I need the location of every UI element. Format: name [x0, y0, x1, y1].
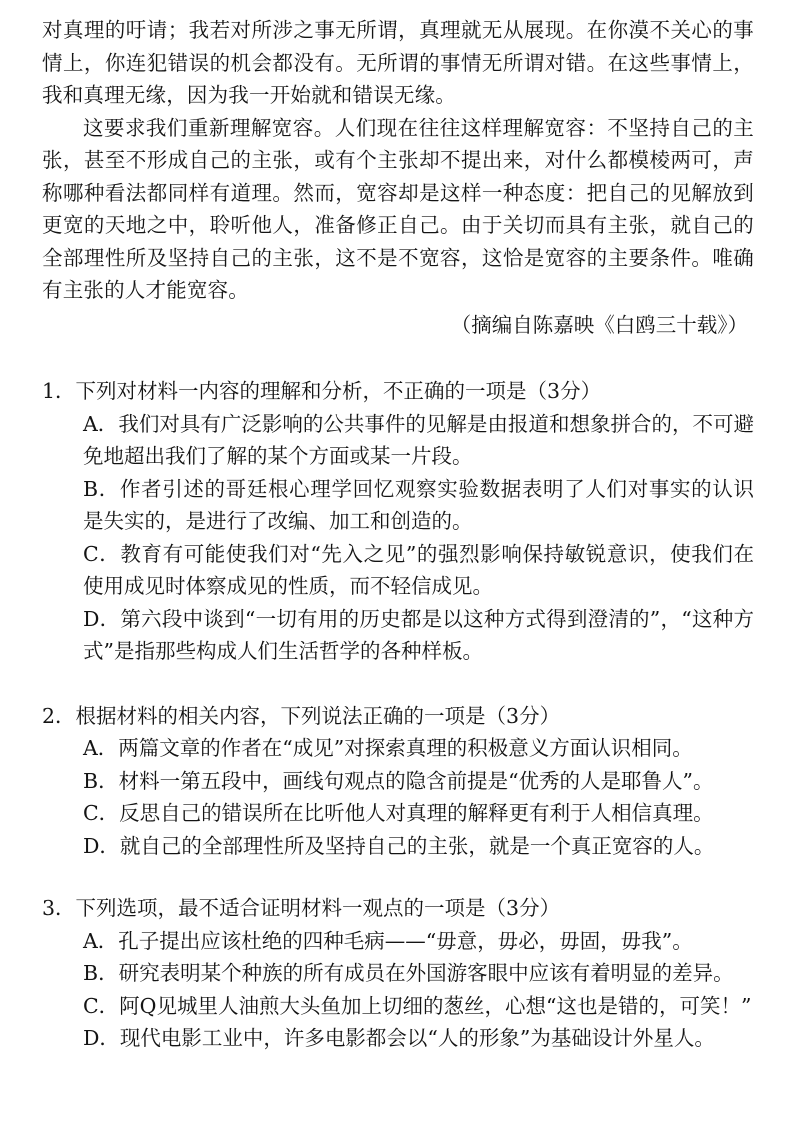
- question-3-option-c: C．阿Q见城里人油煎大头鱼加上切细的葱丝，心想“这也是错的，可笑！”: [83, 993, 752, 1018]
- question-2: [42, 700, 754, 863]
- passage-paragraph-2: 这要求我们重新理解宽容。人们现在往往这样理解宽容：不坚持自己的主张，甚至不形成自己的主张，或有个主张却不提出来，对什么都模棱两可，声称哪种看法都同样有道理。然而，宽容却是这样一种态度：把自己的见解放到更宽的天地之中，聆听他人，准备修正自己。由于关切而具有主张，就自己的全部理性所及坚持自己的主张，这不是不宽容，这恰是宽容的主要条件。唯确有主张的人才能宽容。: [42, 115, 754, 302]
- question-3-option-b: B．研究表明某个种族的所有成员在外国游客眼中应该有着明显的差异。: [83, 961, 734, 985]
- question-2-option-a: A．两篇文章的作者在“成见”对探索真理的积极意义方面认识相同。: [83, 736, 693, 760]
- question-2-stem: 2．根据材料的相关内容，下列说法正确的一项是（3分）: [42, 703, 561, 728]
- question-2-option-d: D．就自己的全部理性所及坚持自己的主张，就是一个真正宽容的人。: [83, 833, 715, 858]
- question-1-stem: 1．下列对材料一内容的理解和分析，不正确的一项是（3分）: [42, 379, 602, 403]
- question-2-option-c: C．反思自己的错误所在比听他人对真理的解释更有利于人相信真理。: [83, 801, 714, 825]
- question-3-stem: 3．下列选项，最不适合证明材料一观点的一项是（3分）: [42, 896, 561, 920]
- passage-paragraph-1: 对真理的吁请；我若对所涉之事无所谓，真理就无从展现。在你漠不关心的事情上，你连犯错误的机会都没有。无所谓的事情无所谓对错。在这些事情上，我和真理无缘，因为我一开始就和错误无缘。: [42, 18, 754, 107]
- question-2-option-b: B．材料一第五段中，画线句观点的隐含前提是“优秀的人是耶鲁人”。: [83, 768, 714, 793]
- question-1-option-c: C．教育有可能使我们对“先入之见”的强烈影响保持敏锐意识，使我们在使用成见时体察成见的性质，而不轻信成见。: [83, 541, 754, 598]
- passage-source: （摘编自陈嘉映《白鸥三十载》）: [450, 312, 748, 337]
- question-1-option-a: A．我们对具有广泛影响的公共事件的见解是由报道和想象拼合的，不可避免地超出我们了解的某个方面或某一片段。: [83, 411, 754, 468]
- question-3-option-d: D．现代电影工业中，许多电影都会以“人的形象”为基础设计外星人。: [83, 1026, 715, 1050]
- question-1-option-b: B．作者引述的哥廷根心理学回忆观察实验数据表明了人们对事实的认识是失实的，是进行了改编、加工和创造的。: [83, 476, 754, 533]
- question-3: [42, 892, 754, 1055]
- question-1-option-d: D．第六段中谈到“一切有用的历史都是以这种方式得到澄清的”，“这种方式”是指那些构成人们生活哲学的各种样板。: [83, 606, 754, 663]
- exam-page: [42, 14, 754, 1055]
- question-3-option-a: A．孔子提出应该杜绝的四种毛病——“毋意，毋必，毋固，毋我”。: [83, 928, 693, 953]
- question-1: [42, 375, 754, 668]
